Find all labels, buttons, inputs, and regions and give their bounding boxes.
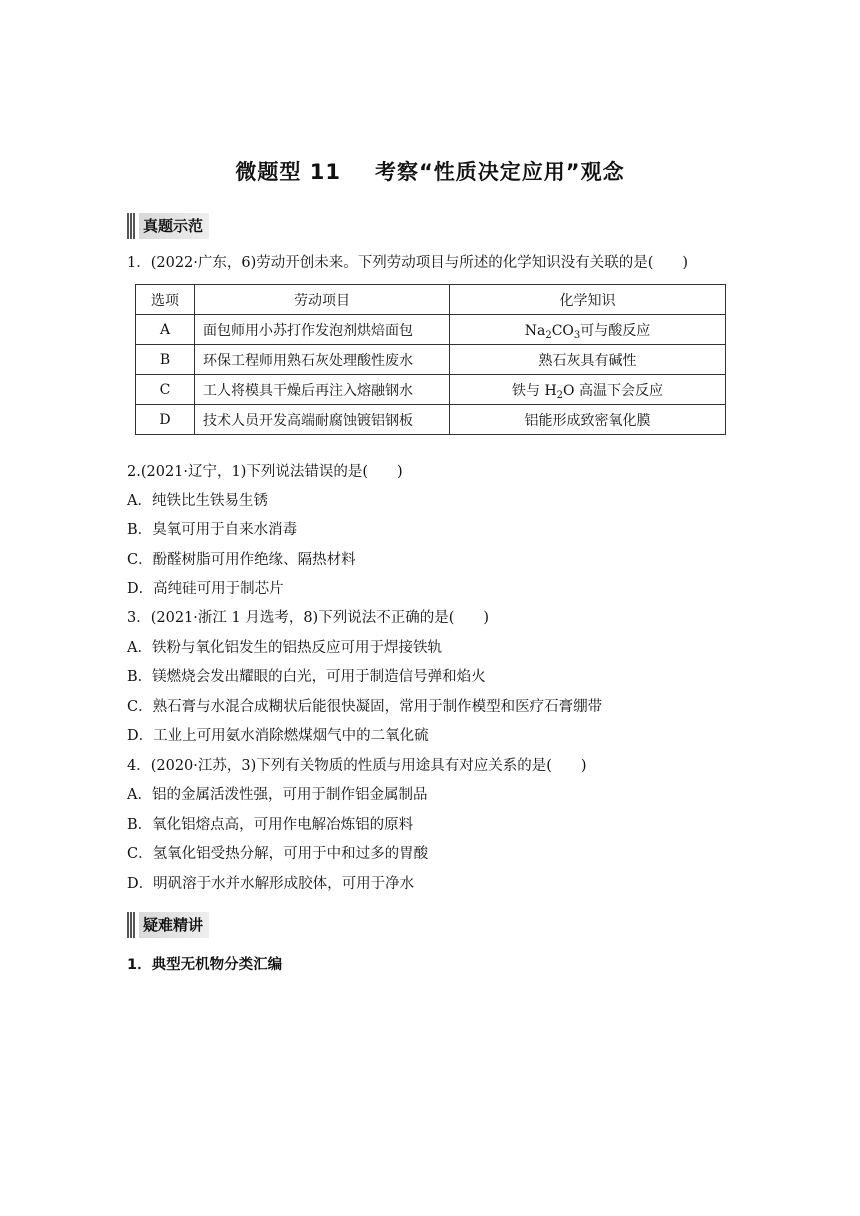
knowledge-text: 铝能形成致密氧化膜 bbox=[524, 412, 651, 429]
section-label: 真题示范 bbox=[139, 213, 209, 239]
knowledge-cell bbox=[450, 315, 726, 345]
knowledge-text: Na bbox=[524, 322, 546, 339]
knowledge-text: 可与酸反应 bbox=[580, 322, 651, 339]
table-header-cell: 选项 bbox=[136, 285, 195, 315]
q3-option: D．工业上可用氨水消除燃煤烟气中的二氧化硫 bbox=[127, 728, 429, 744]
q2-option: B．臭氧可用于自来水消毒 bbox=[127, 522, 298, 538]
option-cell: C bbox=[136, 375, 195, 405]
knowledge-cell bbox=[450, 345, 726, 375]
title-part1: 微题型 11 bbox=[235, 160, 341, 184]
q4-option: C．氢氧化铝受热分解，可用于中和过多的胃酸 bbox=[127, 846, 429, 862]
q2-option: C．酚醛树脂可用作绝缘、隔热材料 bbox=[127, 552, 356, 568]
section-header-yinan bbox=[127, 912, 209, 938]
q2-option: D．高纯硅可用于制芯片 bbox=[127, 581, 284, 597]
knowledge-text: O 高温下会反应 bbox=[563, 382, 663, 399]
work-cell: 面包师用小苏打作发泡剂烘焙面包 bbox=[195, 315, 450, 345]
page-title bbox=[0, 156, 860, 186]
section-bar-icon bbox=[127, 912, 136, 938]
knowledge-text: CO bbox=[551, 322, 574, 339]
knowledge-text: 熟石灰具有碱性 bbox=[538, 352, 637, 369]
q3-option: B．镁燃烧会发出耀眼的白光，可用于制造信号弹和焰火 bbox=[127, 669, 486, 685]
subscript: 3 bbox=[573, 329, 581, 341]
table-row bbox=[136, 345, 726, 375]
table-header-cell: 劳动项目 bbox=[195, 285, 450, 315]
table-header-row bbox=[136, 285, 726, 315]
q3-stem: 3．(2021·浙江 1 月选考，8)下列说法不正确的是( ) bbox=[127, 610, 490, 626]
section-header-zhenti bbox=[127, 213, 209, 239]
table-row bbox=[136, 315, 726, 345]
table-row bbox=[136, 405, 726, 435]
q1-stem: 1．(2022·广东，6)劳动开创未来。下列劳动项目与所述的化学知识没有关联的是( ) bbox=[127, 255, 689, 271]
work-cell: 技术人员开发高端耐腐蚀镀铝钢板 bbox=[195, 405, 450, 435]
q4-option: A．铝的金属活泼性强，可用于制作铝金属制品 bbox=[127, 787, 428, 803]
table-row bbox=[136, 375, 726, 405]
topic-heading: 1．典型无机物分类汇编 bbox=[127, 957, 283, 973]
option-cell: A bbox=[136, 315, 195, 345]
work-cell: 环保工程师用熟石灰处理酸性废水 bbox=[195, 345, 450, 375]
subscript: 2 bbox=[545, 329, 552, 341]
option-cell: B bbox=[136, 345, 195, 375]
title-part2: 考察“性质决定应用”观念 bbox=[374, 160, 625, 184]
q2-stem: 2.(2021·辽宁，1)下列说法错误的是( ) bbox=[127, 464, 403, 480]
q4-option: B．氧化铝熔点高，可用作电解冶炼铝的原料 bbox=[127, 817, 414, 833]
knowledge-text: 铁与 H bbox=[512, 382, 557, 399]
section-bar-icon bbox=[127, 213, 136, 239]
q3-option: C．熟石膏与水混合成糊状后能很快凝固，常用于制作模型和医疗石膏绷带 bbox=[127, 699, 603, 715]
section-label: 疑难精讲 bbox=[139, 912, 209, 938]
subscript: 2 bbox=[556, 389, 564, 401]
q1-table bbox=[135, 284, 726, 435]
q3-option: A．铁粉与氧化铝发生的铝热反应可用于焊接铁轨 bbox=[127, 640, 442, 656]
q4-option: D．明矾溶于水并水解形成胶体，可用于净水 bbox=[127, 876, 415, 892]
q4-stem: 4．(2020·江苏，3)下列有关物质的性质与用途具有对应关系的是( ) bbox=[127, 758, 587, 774]
table-header-cell: 化学知识 bbox=[450, 285, 726, 315]
option-cell: D bbox=[136, 405, 195, 435]
work-cell: 工人将模具干燥后再注入熔融钢水 bbox=[195, 375, 450, 405]
knowledge-cell bbox=[450, 405, 726, 435]
knowledge-cell bbox=[450, 375, 726, 405]
q2-option: A．纯铁比生铁易生锈 bbox=[127, 493, 268, 509]
